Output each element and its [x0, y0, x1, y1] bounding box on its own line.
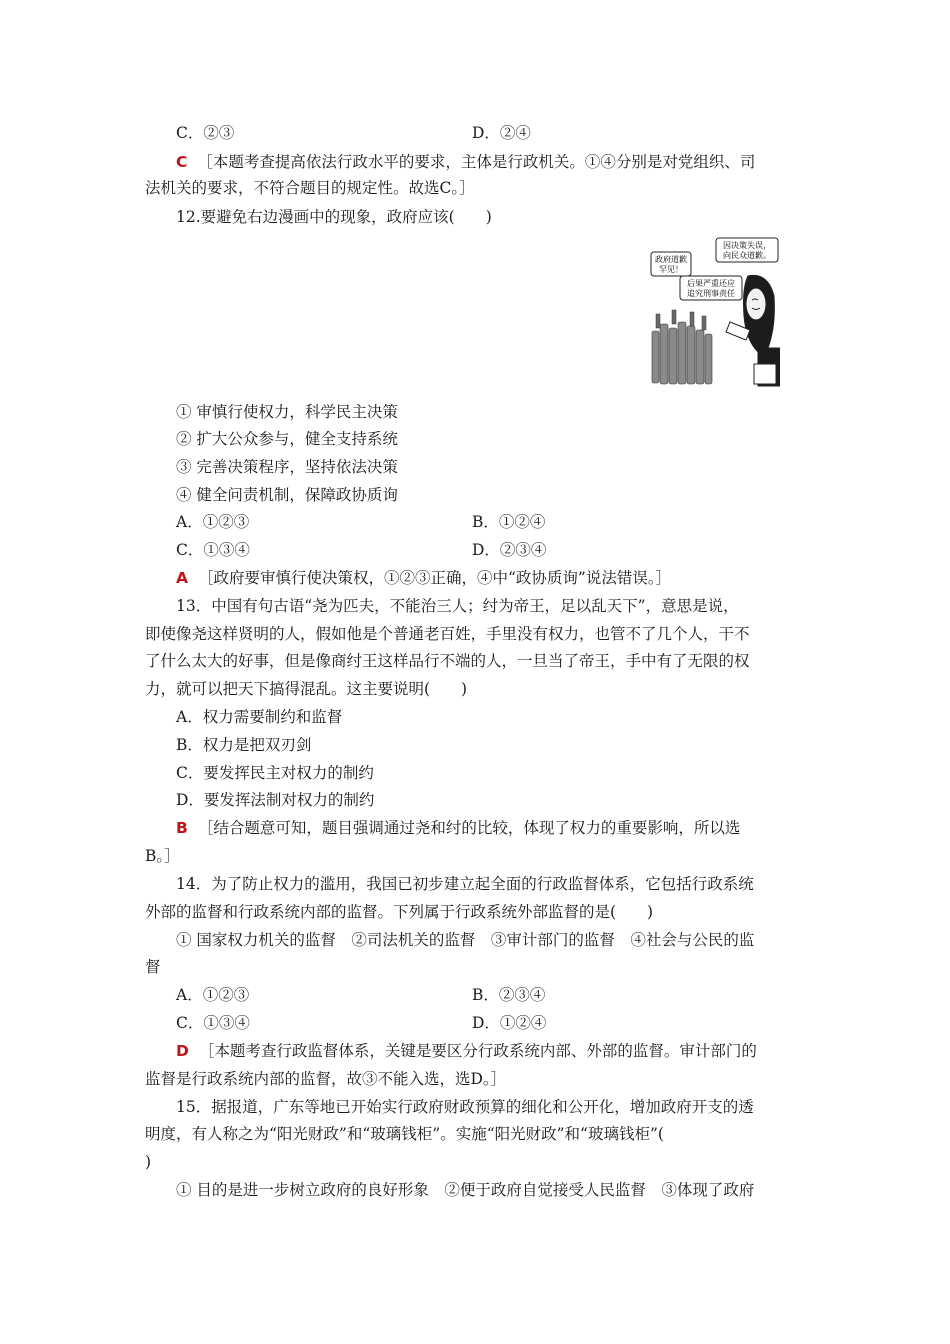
q14-analysis-line-2: 监督是行政系统内部的监督，故③不能入选，选D。］: [145, 1070, 507, 1088]
q14-stem-line-2: 外部的监督和行政系统内部的监督。下列属于行政系统外部监督的是( ): [145, 903, 654, 921]
bubble-official-line-2: 向民众道歉。: [723, 251, 771, 260]
speech-bubble-crowd: [651, 252, 691, 276]
q15-items-line-1: ① 目的是进一步树立政府的良好形象 ②便于政府自觉接受人民监督 ③体现了政府: [176, 1181, 755, 1199]
speech-bubble-official: [716, 238, 778, 262]
q12-item-1: ① 审慎行使权力，科学民主决策: [176, 403, 398, 421]
q11-analysis-line-1: C ［本题考查提高依法行政水平的要求，主体是行政机关。①④分别是对党组织、司: [176, 153, 756, 171]
q14-answer: D: [176, 1042, 189, 1060]
q14-option-c: C．①③④: [176, 1014, 250, 1032]
q13-option-a: A．权力需要制约和监督: [176, 708, 343, 726]
q11-option-c: C．②③: [176, 124, 235, 142]
q13-option-b: B．权力是把双刃剑: [176, 736, 312, 754]
q13-analysis-line-1: B ［结合题意可知，题目强调通过尧和纣的比较，体现了权力的重要影响，所以选: [176, 819, 741, 837]
q13-option-d: D．要发挥法制对权力的制约: [176, 791, 375, 809]
q11-analysis-line-2: 法机关的要求，不符合题目的规定性。故选C。］: [145, 179, 475, 197]
q13-stem-line-1: 13．中国有句古语“尧为匹夫，不能治三人；纣为帝王，足以乱天下”，意思是说，: [176, 597, 739, 615]
q14-items-line-1: ① 国家权力机关的监督 ②司法机关的监督 ③审计部门的监督 ④社会与公民的监: [176, 931, 755, 949]
q13-stem-line-2: 即使像尧这样贤明的人，假如他是个普通老百姓，手里没有权力，也管不了几个人，干不: [145, 625, 750, 643]
q14-stem-line-1: 14．为了防止权力的滥用，我国已初步建立起全面的行政监督体系，它包括行政系统: [176, 875, 754, 893]
speech-bubble-middle: [680, 276, 742, 300]
q15-stem-line-1: 15．据报道，广东等地已开始实行政府财政预算的细化和公开化，增加政府开支的透: [176, 1098, 754, 1116]
bubble-official-line-1: 因决策失误，: [723, 241, 771, 250]
q12-option-d: D．②③④: [472, 541, 547, 559]
q15-stem-line-3: ): [145, 1153, 152, 1171]
bubble-crowd-line-2: 罕见！: [659, 265, 683, 274]
q12-item-4: ④ 健全问责机制，保障政协质询: [176, 486, 398, 504]
bubble-middle-line-2: 追究刑事责任: [687, 289, 735, 298]
q14-option-d: D．①②④: [472, 1014, 547, 1032]
q13-analysis-line-2: B。］: [145, 847, 180, 865]
q11-option-d: D．②④: [472, 124, 531, 142]
q13-answer: B: [176, 819, 188, 837]
q12-answer: A: [176, 569, 188, 587]
q12-option-a: A．①②③: [176, 513, 250, 531]
q14-option-a: A．①②③: [176, 986, 250, 1004]
q13-option-c: C．要发挥民主对权力的制约: [176, 764, 374, 782]
q14-option-b: B．②③④: [472, 986, 546, 1004]
crowd-figures: [652, 322, 712, 384]
q12-option-c: C．①③④: [176, 541, 250, 559]
q12-option-b: B．①②④: [472, 513, 546, 531]
q12-item-2: ② 扩大公众参与，健全支持系统: [176, 430, 398, 448]
q14-analysis-line-1: D ［本题考查行政监督体系，关键是要区分行政系统内部、外部的监督。审计部门的: [176, 1042, 757, 1060]
q12-stem: 12.要避免右边漫画中的现象，政府应该( ): [176, 208, 492, 226]
bubble-middle-line-1: 后果严重还应: [687, 279, 735, 288]
q11-answer: C: [176, 153, 188, 171]
bubble-crowd-line-1: 政府道歉: [655, 255, 687, 264]
q15-stem-line-2: 明度，有人称之为“阳光财政”和“玻璃钱柜”。实施“阳光财政”和“玻璃钱柜”(: [145, 1125, 664, 1143]
q13-stem-line-3: 了什么太大的好事，但是像商纣王这样品行不端的人，一旦当了帝王，手中有了无限的权: [145, 652, 750, 670]
q12-analysis: A ［政府要审慎行使决策权，①②③正确，④中“政协质询”说法错误。］: [176, 569, 672, 587]
q14-items-line-2: 督: [145, 958, 161, 976]
q12-cartoon-image: [650, 236, 780, 388]
q12-item-3: ③ 完善决策程序，坚持依法决策: [176, 458, 398, 476]
q13-stem-line-4: 力，就可以把天下搞得混乱。这主要说明( ): [145, 680, 468, 698]
